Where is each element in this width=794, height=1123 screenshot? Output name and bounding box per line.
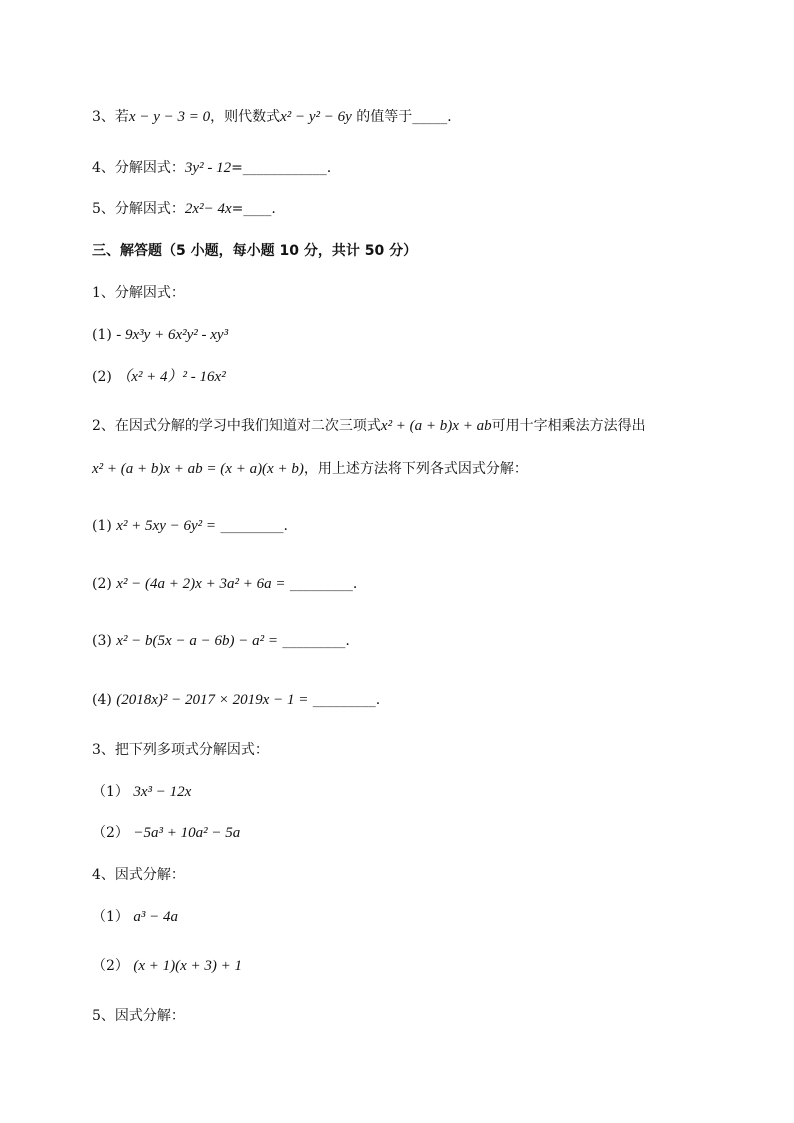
problem-2-intro: 2、在因式分解的学习中我们知道对二次三项式x² + (a + b)x + ab可用十字相乘法方法得出 [92, 418, 646, 434]
question-5: 5、分解因式：2x²− 4x=____. [92, 201, 276, 217]
problem-3-part-2: （2） −5a³ + 10a² − 5a [92, 825, 241, 841]
problem-2-part-2: (2) x² − (4a + 2)x + 3a² + 6a = _________. [92, 576, 358, 592]
problem-2-part-3: (3) x² − b(5x − a − 6b) − a² = _________. [92, 633, 350, 649]
question-3: 3、若x − y − 3 = 0，则代数式x² − y² − 6y 的值等于_____． [92, 109, 462, 125]
problem-1-part-2: (2) （x² + 4）² - 16x² [92, 369, 226, 385]
problem-3-title: 3、把下列多项式分解因式： [92, 742, 269, 758]
problem-4-part-1: （1） a³ − 4a [92, 909, 178, 925]
problem-2-formula: x² + (a + b)x + ab = (x + a)(x + b)，用上述方法将下列各式因式分解： [92, 461, 528, 477]
question-4: 4、分解因式：3y² - 12=____________. [92, 160, 332, 176]
problem-1-part-1: (1) - 9x³y + 6x²y² - xy³ [92, 327, 229, 343]
problem-4-part-2: （2） (x + 1)(x + 3) + 1 [92, 958, 243, 974]
problem-4-title: 4、因式分解： [92, 867, 185, 883]
problem-5-title: 5、因式分解： [92, 1008, 185, 1024]
section-heading: 三、解答题（5 小题，每小题 10 分，共计 50 分） [92, 243, 418, 259]
problem-2-part-4: (4) (2018x)² − 2017 × 2019x − 1 = _________. [92, 692, 381, 708]
problem-2-part-1: (1) x² + 5xy − 6y² = _________. [92, 518, 288, 534]
problem-1-title: 1、分解因式： [92, 285, 185, 301]
problem-3-part-1: （1） 3x³ − 12x [92, 784, 192, 800]
